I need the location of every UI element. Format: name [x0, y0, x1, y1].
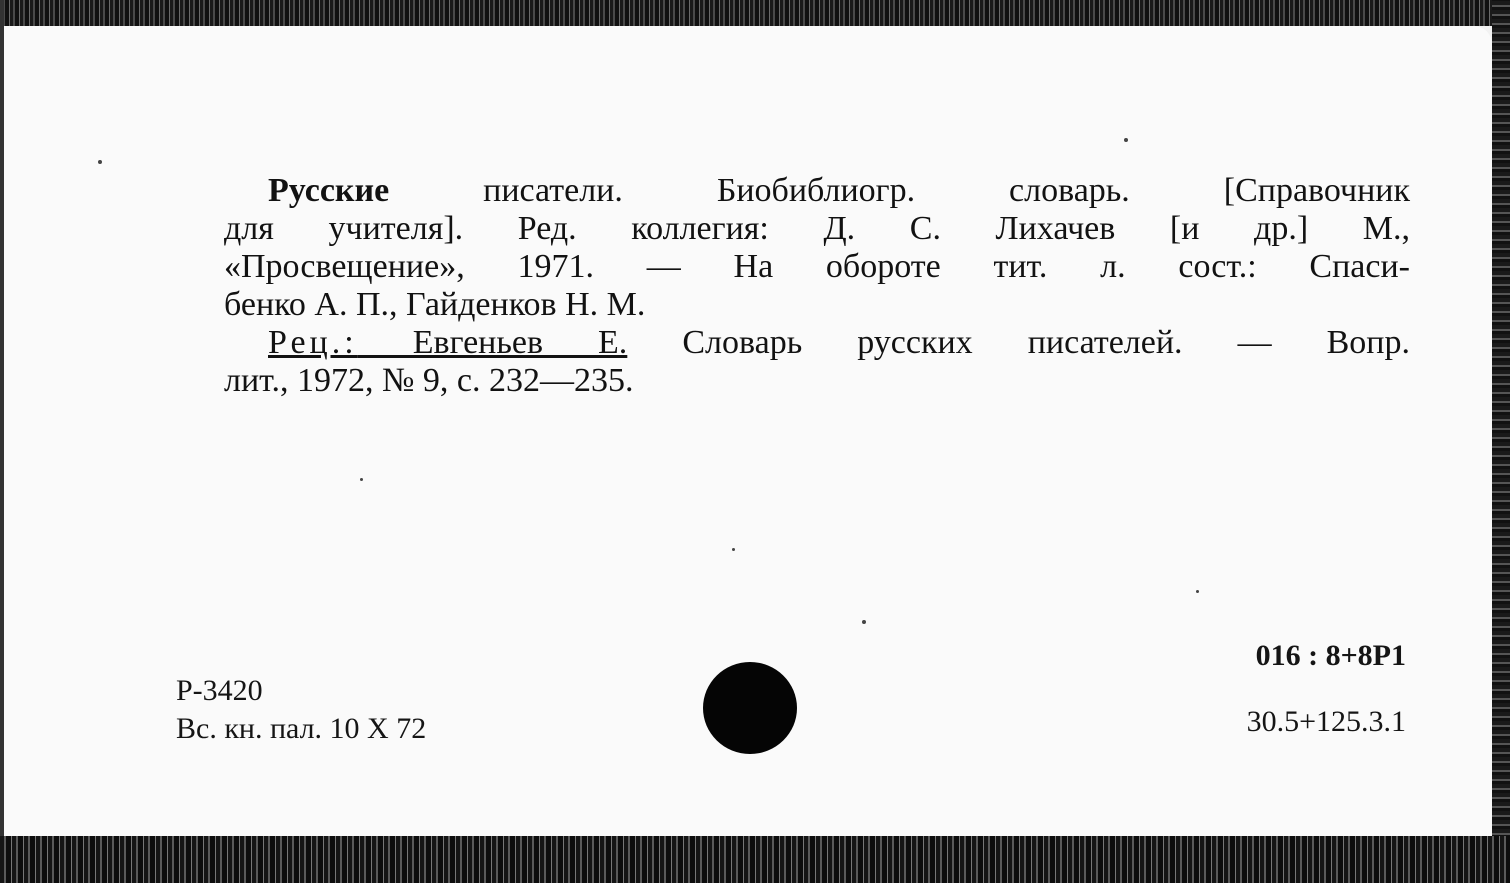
- entry-title-text: писатели. Биобиблиогр. словарь. [Справочник: [389, 172, 1410, 209]
- entry-heading-word: Русские: [268, 172, 390, 209]
- scanner-edge-right: [1492, 0, 1510, 883]
- review-author: Евгеньев Е.: [357, 324, 628, 361]
- scanner-edge-top: [0, 0, 1510, 26]
- entry-line-4: бенко А. П., Гайденков Н. М.: [224, 286, 646, 323]
- call-number: Р-3420: [176, 674, 263, 707]
- entry-line-2: для учителя]. Ред. коллегия: Д. С. Лихачев [и др.] М.,: [224, 210, 1410, 247]
- classification-code-bbk: 30.5+125.3.1: [1246, 705, 1406, 738]
- entry-line-5: [224, 324, 1410, 362]
- chamber-note: Вс. кн. пал. 10 X 72: [176, 712, 427, 745]
- dust-speck: [98, 160, 102, 164]
- bibliographic-entry: [224, 172, 1410, 400]
- entry-line-1: [224, 172, 1410, 210]
- entry-line-3: «Просвещение», 1971. — На обороте тит. л. сост.: Спаси-: [224, 248, 1410, 285]
- review-label: Рец.:: [268, 324, 358, 361]
- dust-speck: [1196, 590, 1199, 593]
- review-title: Словарь русских писателей. — Вопр.: [627, 324, 1410, 361]
- dust-speck: [1124, 138, 1128, 142]
- dust-speck: [862, 620, 866, 624]
- card-footer-left: [176, 672, 426, 748]
- scanner-edge-bottom: [0, 836, 1510, 883]
- dust-speck: [732, 548, 735, 551]
- classification-code-udc: 016 : 8+8Р1: [1255, 639, 1406, 672]
- dust-speck: [360, 478, 363, 481]
- entry-line-6: лит., 1972, № 9, с. 232—235.: [224, 362, 634, 399]
- card-punch-hole: [703, 662, 797, 754]
- card-footer-right: [1247, 636, 1406, 742]
